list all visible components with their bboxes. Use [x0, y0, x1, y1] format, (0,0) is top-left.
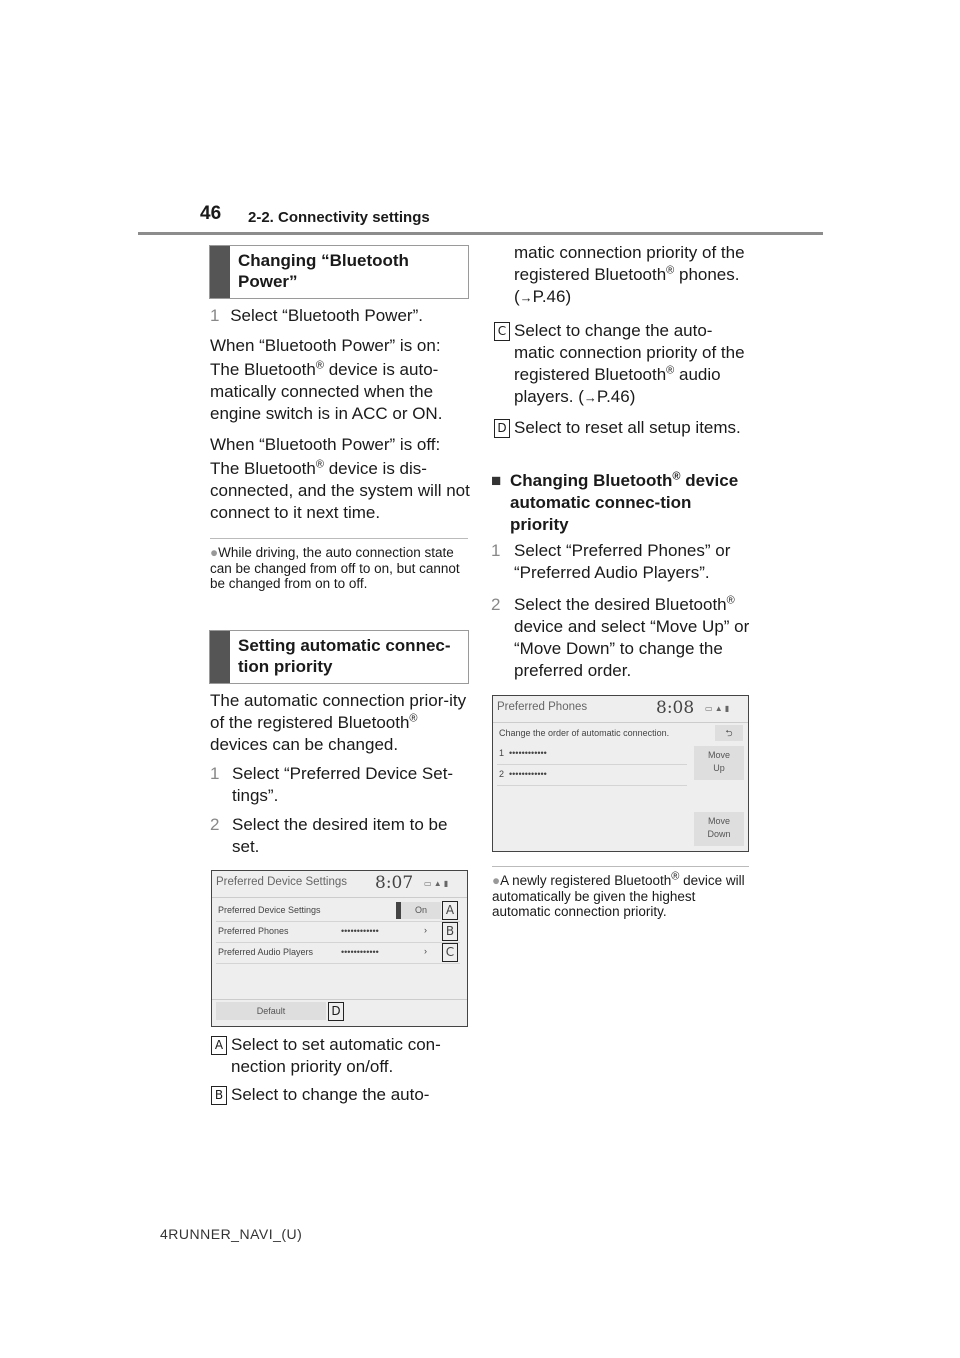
step-text: Select “Preferred Device Set-tings”.: [232, 764, 454, 805]
heading-text: Changing “Bluetooth Power”: [238, 251, 409, 291]
page-reference-link[interactable]: P.46): [596, 387, 636, 406]
footer-model-code: 4RUNNER_NAVI_(U): [160, 1226, 303, 1242]
step-select-preferred: [491, 540, 751, 584]
callout-text: Select to reset all setup items.: [514, 418, 741, 437]
subheading-text-b: device automatic connec-tion priority: [510, 471, 739, 534]
callout-label-c: C: [494, 322, 510, 341]
header-rule: [138, 232, 823, 235]
power-on-title: When “Bluetooth Power” is on:: [210, 336, 441, 355]
continued-text-a: matic connection priority of the registered Bluetooth: [514, 243, 745, 284]
callout-c-desc: [494, 320, 750, 409]
screen-clock: 8:08: [656, 698, 695, 718]
row-preferred-audio-players[interactable]: [216, 943, 460, 964]
row-label: Preferred Device Settings: [218, 905, 321, 915]
heading-auto-priority: [209, 630, 469, 684]
status-icons: ▭ ▲ ▮: [424, 879, 449, 888]
bullet-icon: ●: [492, 873, 501, 888]
move-down-button[interactable]: [694, 812, 744, 846]
note-text-b: device will automatically be given the highest automatic connection priority.: [492, 873, 745, 919]
step-text: Select “Preferred Phones” or “Preferred Audio Players”.: [514, 541, 731, 582]
registered-mark: ®: [672, 470, 681, 483]
note-text-a: A newly registered Bluetooth: [500, 873, 672, 888]
heading-bluetooth-power: [209, 245, 469, 299]
section-title: 2-2. Connectivity settings: [248, 209, 430, 226]
heading-text: Setting automatic connec-tion priority: [238, 636, 451, 676]
screen-title: Preferred Phones: [497, 701, 588, 713]
arrow-icon: →: [583, 390, 597, 405]
continued-text-b: phones. (: [514, 265, 740, 306]
callout-b-desc: [211, 1084, 473, 1106]
subheading-text: [510, 470, 751, 536]
row-preferred-phones[interactable]: [216, 922, 460, 943]
note-new-device: [492, 870, 749, 920]
step-select-bluetooth-power: [210, 305, 470, 327]
note-rule: [492, 866, 749, 867]
default-button[interactable]: Default: [216, 1002, 326, 1020]
device-name: ••••••••••••: [509, 769, 547, 779]
callout-text: [514, 320, 750, 409]
step-number: 1: [210, 764, 220, 783]
callout-label-d: D: [328, 1002, 344, 1021]
power-off-text-a: The Bluetooth: [210, 459, 316, 478]
callout-label-c: C: [442, 943, 458, 962]
step-number: 2: [491, 595, 501, 614]
note-rule: [210, 538, 468, 539]
screen-preferred-device-settings: [211, 870, 468, 1027]
callout-b-continued: [514, 242, 750, 309]
power-on-text-a: The Bluetooth: [210, 360, 316, 379]
row-value: ••••••••••••: [341, 926, 379, 936]
page-reference-link[interactable]: P.46): [532, 287, 572, 306]
registered-mark: ®: [409, 712, 418, 725]
subheading-text-a: Changing Bluetooth: [510, 471, 673, 490]
instruction-text: Change the order of automatic connection.: [499, 728, 670, 738]
callout-label-b: B: [442, 922, 458, 941]
power-off-text-b: device is dis-connected, and the system will not connect to it next time.: [210, 459, 470, 522]
screen-preferred-phones: [492, 695, 749, 852]
row-label: Preferred Audio Players: [218, 947, 314, 957]
step-text: Select the desired item to be set.: [232, 815, 448, 856]
step-text: Select “Bluetooth Power”.: [230, 306, 423, 325]
row-label: Preferred Phones: [218, 926, 289, 936]
registered-mark: ®: [666, 264, 675, 277]
screen-clock: 8:07: [375, 873, 414, 893]
device-number: 2: [499, 769, 505, 779]
step-text: [514, 594, 751, 682]
chevron-right-icon: ›: [424, 946, 427, 956]
move-down-label-1: Move: [707, 816, 730, 826]
move-up-button[interactable]: [694, 746, 744, 780]
screen-title: Preferred Device Settings: [216, 876, 348, 888]
step-number: 1: [491, 541, 501, 560]
priority-intro: [210, 690, 472, 756]
note-auto-connection: [210, 545, 468, 592]
move-up-label-2: Up: [713, 763, 725, 773]
power-on-text-b: device is auto-matically connected when the engine switch is in ACC or ON.: [210, 360, 443, 423]
step-preferred-device: [210, 763, 472, 807]
registered-mark: ®: [671, 870, 680, 883]
square-bullet-icon: ■: [491, 471, 502, 490]
arrow-icon: →: [519, 290, 533, 305]
callout-text: Select to set automatic con-nection priority on/off.: [231, 1035, 441, 1076]
registered-mark: ®: [666, 364, 675, 377]
power-on-desc: [210, 359, 472, 425]
status-icons: ▭ ▲ ▮: [705, 704, 730, 713]
step-select-item: [210, 814, 472, 858]
device-row-1[interactable]: [497, 744, 687, 765]
device-number: 1: [499, 748, 505, 758]
device-name: ••••••••••••: [509, 748, 547, 758]
row-value: ••••••••••••: [341, 947, 379, 957]
step-number: 1: [210, 306, 220, 325]
heading-bar: [210, 631, 230, 683]
heading-bar: [210, 246, 230, 298]
callout-c-text-a: Select to change the auto-matic connection priority of the registered Bluetooth: [514, 321, 745, 384]
callout-label-d: D: [494, 419, 510, 438]
chevron-right-icon: ›: [424, 925, 427, 935]
callout-label-b: B: [211, 1086, 227, 1105]
screen-footer-rule: [212, 999, 467, 1000]
intro-text-b: devices can be changed.: [210, 735, 399, 754]
power-off-desc: [210, 458, 472, 524]
registered-mark: ®: [726, 594, 735, 607]
callout-a-desc: [211, 1034, 473, 1078]
power-off-title: When “Bluetooth Power” is off:: [210, 435, 441, 454]
screen-header-rule: [212, 897, 467, 898]
callout-c-text-b: audio players. (: [514, 365, 721, 406]
move-up-label-1: Move: [707, 750, 730, 760]
step-text-a: Select the desired Bluetooth: [514, 595, 727, 614]
callout-label-a: A: [211, 1036, 227, 1055]
subheading-priority: [491, 470, 751, 536]
registered-mark: ®: [315, 458, 324, 471]
back-button[interactable]: ⮌: [715, 725, 743, 741]
callout-d-desc: [494, 417, 750, 439]
step-number: 2: [210, 815, 220, 834]
note-text: While driving, the auto connection state can be changed from off to on, but cannot be changed from on to off.: [210, 545, 460, 591]
bullet-icon: ●: [210, 545, 219, 560]
intro-text-a: The automatic connection prior-ity of the registered Bluetooth: [210, 691, 467, 732]
device-row-2[interactable]: [497, 765, 687, 786]
callout-text: Select to change the auto-: [231, 1085, 430, 1104]
page-number: 46: [200, 203, 222, 224]
screen-header-rule: [493, 722, 748, 723]
registered-mark: ®: [315, 359, 324, 372]
row-preferred-device-settings[interactable]: [216, 901, 460, 922]
on-toggle[interactable]: On: [396, 902, 441, 919]
move-down-label-2: Down: [707, 829, 731, 839]
step-text-b: device and select “Move Up” or “Move Down” to change the preferred order.: [514, 617, 750, 680]
step-select-device: [491, 594, 751, 682]
callout-label-a: A: [442, 901, 458, 920]
